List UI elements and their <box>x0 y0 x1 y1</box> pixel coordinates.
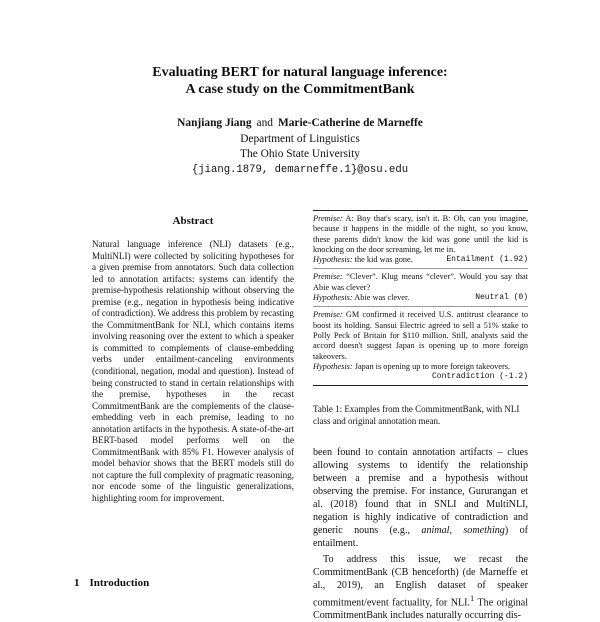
hypothesis-label: Hypothesis: <box>313 293 353 303</box>
title-line-1: Evaluating BERT for natural language inference: <box>152 65 448 80</box>
premise-label: Premise: <box>313 272 343 282</box>
hypothesis-text: Japan is opening up to more foreign takeovers. <box>354 361 511 371</box>
author-separator: and <box>256 117 273 129</box>
section-number: 1 <box>74 577 80 589</box>
premise-text: GM confirmed it received U.S. antitrust clearance to boost its holding. Sansui Electric agreed to sell a 51% stake to Polly Peck of Britain for $110 million. Still, analysts said the accord doesn't suggest Japan is opening up to more foreign takeovers. <box>313 310 528 361</box>
example-annotation: Contradiction (-1.2) <box>431 372 528 382</box>
body-text-segment: The original CommitmentBank includes naturally occurring dis- <box>313 597 529 622</box>
body-paragraph <box>313 446 528 550</box>
university: The Ohio State University <box>240 148 360 160</box>
author-1: Nanjiang Jiang <box>177 117 252 129</box>
body-text-segment: To address this issue, we recast the CommitmentBank (CB henceforth) (de Marneffe et al., 2019), an English dataset of speaker commitment/event factuality, for NLI. <box>313 554 528 609</box>
email-address: {jiang.1879, demarneffe.1}@osu.edu <box>191 163 409 176</box>
section-heading-introduction <box>74 577 149 589</box>
example-hypothesis <box>313 255 528 265</box>
example-annotation: Entailment (1.92) <box>446 255 528 265</box>
department: Department of Linguistics <box>240 132 360 145</box>
example-hypothesis <box>313 362 528 372</box>
example-row <box>313 211 528 269</box>
example-annotation: Neutral (0) <box>475 293 528 303</box>
abstract-heading: Abstract <box>172 215 214 227</box>
abstract-text: Natural language inference (NLI) datasets (e.g., MultiNLI) were collected by soliciting hypotheses for a given premise from annotators. Such data collection led to annotation artifacts: systems can identify the premise-hypothesis relationship without observing the premise (e.g., negation in hypothesis being indicative of contradiction). We address this problem by recasting the CommitmentBank for NLI, which contains items involving reasoning over the extent to which a speaker is committed to complements of clause-embedding verbs under entailment-canceling environments (conditional, negation, modal and question). Instead of being constructed to stand in certain relationships with the premise, hypotheses in the recast CommitmentBank are the complements of the clause-embedding verb in each premise, leading to no annotation artifacts in the hypothesis. A state-of-the-art BERT-based model performs well on the CommitmentBank with 85% F1. However analysis of model behavior shows that the BERT models still do not capture the full complexity of pragmatic reasoning, nor encode some of the linguistic generalizations, highlighting room for improvement. <box>92 239 294 504</box>
footnote-marker: 1 <box>470 594 475 603</box>
author-2: Marie-Catherine de Marneffe <box>277 117 423 129</box>
example-hypothesis <box>313 293 528 303</box>
examples-table <box>313 210 528 386</box>
premise-label: Premise: <box>313 214 343 223</box>
example-row <box>313 269 528 307</box>
example-premise <box>313 272 528 293</box>
premise-text: “Clever”. Klug means “clever”. Would you say that Abie was clever? <box>313 272 529 292</box>
example-premise <box>313 214 528 255</box>
title-line-2: A case study on the CommitmentBank <box>185 82 415 97</box>
body-text-segment: ) of entailment. <box>313 525 528 549</box>
example-premise <box>313 310 528 361</box>
introduction-body <box>313 446 528 622</box>
hypothesis-text: the kid was gone. <box>354 255 413 265</box>
left-column <box>92 215 294 505</box>
example-row <box>313 307 528 385</box>
premise-text: A: Boy that's scary, isn't it. B: Oh, can you imagine, because it happens in the middle of the night, so you know, these parents didn't know the kid was gone until the kid is knocking on the door screaming, let me in. <box>313 214 528 254</box>
premise-label: Premise: <box>313 310 343 320</box>
right-column <box>313 210 528 427</box>
hypothesis-label: Hypothesis: <box>313 361 353 371</box>
section-title: Introduction <box>89 577 150 589</box>
body-emphasis: animal, something <box>421 525 505 536</box>
author-block <box>0 116 600 178</box>
body-paragraph <box>313 553 528 622</box>
author-names <box>0 116 600 132</box>
hypothesis-label: Hypothesis: <box>313 255 353 265</box>
body-text-segment: been found to contain annotation artifacts – clues allowing systems to identify the relationship between a premise and a hypothesis without observing the premise. For instance, Gururangan et al. (2018) found that in SNLI and MultiNLI, negation is highly indicative of contradiction and generic nouns (e.g., <box>313 447 528 536</box>
paper-title <box>0 64 600 98</box>
table-caption: Table 1: Examples from the CommitmentBank, with NLI class and original annotation mean. <box>313 404 520 426</box>
hypothesis-text: Abie was clever. <box>354 293 410 303</box>
